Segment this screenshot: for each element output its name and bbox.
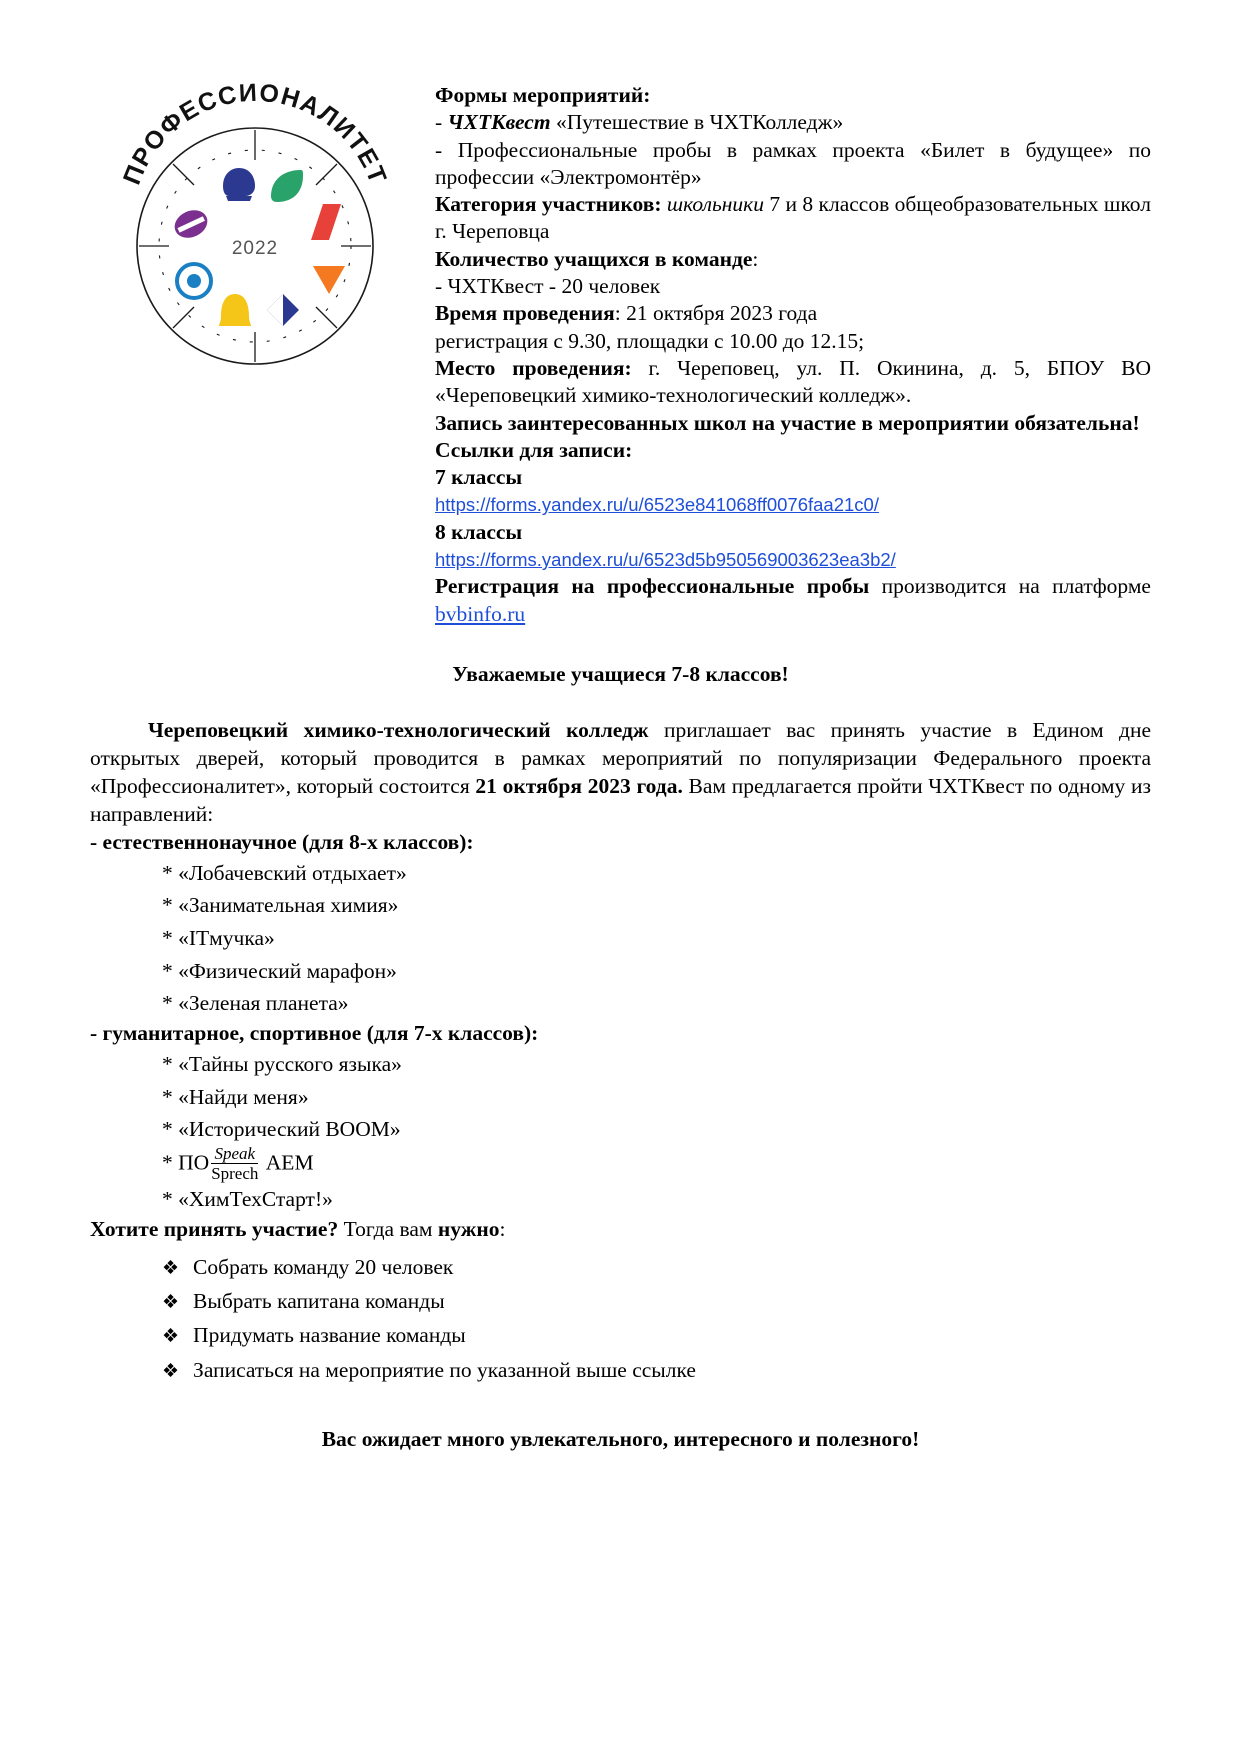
step-text: Собрать команду 20 человек bbox=[193, 1254, 454, 1279]
registration-notice: Запись заинтересованных школ на участие в мероприятии обязательна! bbox=[435, 410, 1140, 435]
steps-list bbox=[90, 1250, 1151, 1388]
professionalitet-logo bbox=[115, 78, 395, 378]
list-item: * «Найди меня» bbox=[162, 1084, 309, 1109]
logo-graphic bbox=[115, 78, 395, 378]
form-item-1: - ЧХТКвест «Путешествие в ЧХТКолледж» bbox=[435, 110, 844, 135]
list-item: * «ITмучка» bbox=[162, 925, 275, 950]
body-section bbox=[90, 717, 1151, 1387]
time-detail: регистрация с 9.30, площадки с 10.00 до 12.15; bbox=[435, 328, 865, 353]
link-grade8[interactable]: https://forms.yandex.ru/u/6523d5b950569003623ea3b2/ bbox=[435, 549, 896, 571]
quest-list-grade8 bbox=[90, 857, 1151, 1020]
intro-paragraph: Череповецкий химико-технологический колледж приглашает вас принять участие в Едином дне открытых дверей, который проводится в рамках мероприятий по популяризации Федерального проекта «Профессионалитет», который состоится 21 октября 2023 года. Вам предлагается пройти ЧХТКвест по одному из направлений: bbox=[90, 717, 1152, 826]
list-item: * «Физический марафон» bbox=[162, 958, 397, 983]
closing-line: Вас ожидает много увлекательного, интересного и полезного! bbox=[321, 1427, 920, 1452]
diamond-bullet-icon: ❖ bbox=[162, 1291, 180, 1313]
diamond-bullet-icon: ❖ bbox=[162, 1257, 180, 1279]
quest-list-grade7 bbox=[90, 1048, 1151, 1216]
list-item: * «ХимТехСтарт!» bbox=[162, 1186, 333, 1211]
link-bvbinfo[interactable]: bvbinfo.ru bbox=[435, 601, 526, 626]
list-item bbox=[162, 1318, 1151, 1352]
form-item-2: - Профессиональные пробы в рамках проекта «Билет в будущее» по профессии «Электромонтёр» bbox=[435, 137, 1151, 189]
list-item: * «Исторический BOOM» bbox=[162, 1117, 401, 1142]
grade8-label: 8 классы bbox=[435, 519, 523, 544]
time-line: Время проведения: 21 октября 2023 года bbox=[435, 301, 818, 326]
diamond-bullet-icon: ❖ bbox=[162, 1326, 180, 1348]
list-item bbox=[162, 1250, 1151, 1284]
grade7-form-link bbox=[435, 491, 1151, 518]
step-text: Выбрать капитана команды bbox=[193, 1288, 445, 1313]
header-section bbox=[90, 60, 1151, 628]
list-item: * «Зеленая планета» bbox=[162, 991, 349, 1016]
diamond-bullet-icon: ❖ bbox=[162, 1360, 180, 1382]
grade8-form-link bbox=[435, 546, 1151, 573]
probe-registration-line: Регистрация на профессиональные пробы производится на платформе bvbinfo.ru bbox=[435, 574, 1151, 626]
place-line: Место проведения: г. Череповец, ул. П. Окинина, д. 5, БПОУ ВО «Череповецкий химико-технологический колледж». bbox=[435, 355, 1151, 408]
links-label: Ссылки для записи: bbox=[435, 437, 633, 462]
svg-text:2022: 2022 bbox=[231, 238, 279, 259]
event-details bbox=[435, 60, 1151, 628]
direction-humanities: - гуманитарное, спортивное (для 7-х классов): bbox=[90, 1020, 539, 1045]
list-item: * «Тайны русского языка» bbox=[162, 1051, 402, 1076]
list-item bbox=[162, 1284, 1151, 1318]
logo-container bbox=[90, 60, 435, 378]
category-line: Категория участников: школьники 7 и 8 классов общеобразовательных школ г. Череповца bbox=[435, 192, 1152, 244]
list-item: * «Занимательная химия» bbox=[162, 893, 399, 918]
list-item bbox=[162, 1353, 1151, 1387]
step-text: Записаться на мероприятие по указанной выше ссылке bbox=[193, 1357, 696, 1382]
grade7-label: 7 классы bbox=[435, 465, 523, 490]
forms-label: Формы мероприятий: bbox=[435, 83, 651, 107]
list-item-fraction: * ПО $\frac{\text{Speak}}{\text{Sprech}}$ АЕМ bbox=[162, 1143, 314, 1183]
step-text: Придумать название команды bbox=[193, 1323, 466, 1348]
link-grade7[interactable]: https://forms.yandex.ru/u/6523e841068ff0076faa21c0/ bbox=[435, 494, 879, 516]
speak-sprech-fraction: $\frac{\text{Speak}}{\text{Sprech}}$ bbox=[211, 1143, 259, 1183]
svg-text:ПРОФЕССИОНАЛИТЕТ: ПРОФЕССИОНАЛИТЕТ bbox=[117, 78, 393, 189]
list-item: * «Лобачевский отдыхает» bbox=[162, 860, 407, 885]
direction-science: - естественнонаучное (для 8-х классов): bbox=[90, 829, 474, 854]
participation-question: Хотите принять участие? Тогда вам нужно: bbox=[90, 1216, 506, 1241]
team-count-value: - ЧХТКвест - 20 человек bbox=[435, 274, 661, 299]
team-count-label: Количество учащихся в команде: bbox=[435, 246, 759, 271]
salutation: Уважаемые учащиеся 7-8 классов! bbox=[452, 661, 789, 686]
